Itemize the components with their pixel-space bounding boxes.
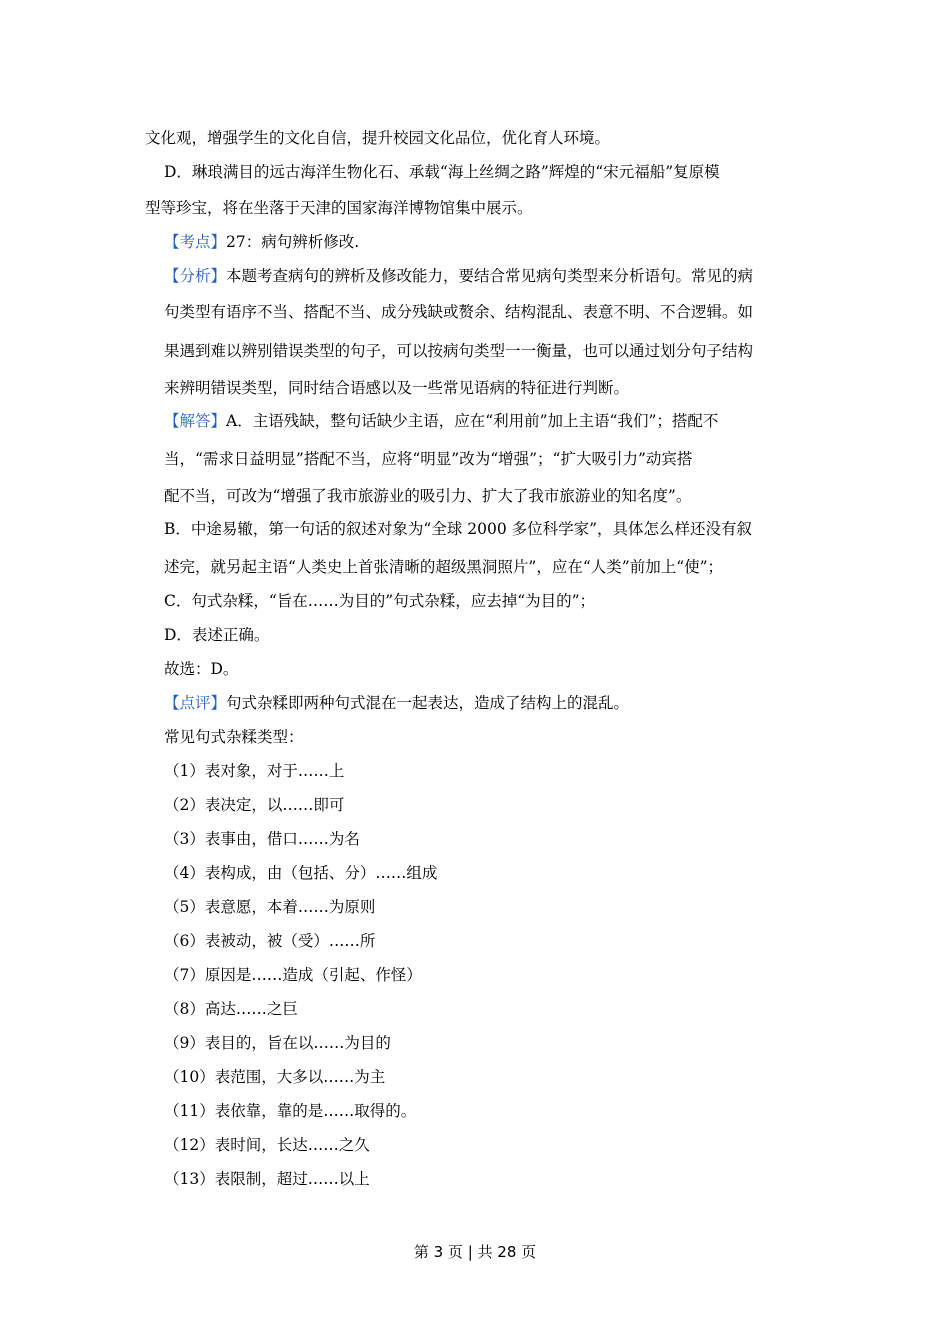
option-d-line: D．琳琅满目的远古海洋生物化石、承载“海上丝绸之路”辉煌的“宋元福船”复原模 (164, 163, 720, 181)
jieda-option-a-line: 当，“需求日益明显”搭配不当，应将“明显”改为“增强”；“扩大吸引力”动宾搭 (164, 450, 693, 468)
type-item: （11）表依靠，靠的是……取得的。 (164, 1102, 417, 1120)
jieda-option-d: D．表述正确。 (164, 626, 270, 644)
type-item: （8）高达……之巨 (164, 1000, 298, 1018)
type-item: （1）表对象，对于……上 (164, 762, 345, 780)
jieda-tag: 【解答】 (164, 412, 227, 430)
jieda-section (164, 411, 718, 433)
dianping-section (164, 693, 629, 715)
jieda-option-a-line: 配不当，可改为“增强了我市旅游业的吸引力、扩大了我市旅游业的知名度”。 (164, 487, 692, 505)
fenxi-text-line: 果遇到难以辨别错误类型的句子，可以按病句类型一一衡量，也可以通过划分句子结构 (164, 342, 754, 360)
jieda-answer: 故选：D。 (164, 660, 239, 678)
fenxi-text-line: 句类型有语序不当、搭配不当、成分残缺或赘余、结构混乱、表意不明、不合逻辑。如 (164, 303, 754, 321)
type-item: （12）表时间，长达……之久 (164, 1136, 370, 1154)
jieda-option-b-line: 述完，就另起主语“人类史上首张清晰的超级黑洞照片”，应在“人类”前加上“使”； (164, 558, 724, 576)
kaodian-text: 27：病句辨析修改. (226, 233, 360, 251)
type-item: （4）表构成，由（包括、分）……组成 (164, 864, 438, 882)
jieda-option-b: B．中途易辙，第一句话的叙述对象为“全球 2000 多位科学家”，具体怎么样还没有叙 (164, 520, 753, 538)
option-d-line-continued: 型等珍宝，将在坐落于天津的国家海洋博物馆集中展示。 (145, 199, 533, 217)
fenxi-text-line: 来辨明错误类型，同时结合语感以及一些常见语病的特征进行判断。 (164, 379, 630, 397)
dianping-tag: 【点评】 (164, 694, 227, 712)
fenxi-tag: 【分析】 (164, 267, 227, 285)
jieda-option-c: C．句式杂糅，“旨在……为目的”句式杂糅，应去掉“为目的”； (164, 592, 596, 610)
kaodian-section (164, 232, 359, 254)
dianping-text: 句式杂糅即两种句式混在一起表达，造成了结构上的混乱。 (226, 694, 630, 712)
type-item: （5）表意愿，本着……为原则 (164, 898, 376, 916)
types-title: 常见句式杂糅类型： (164, 728, 304, 746)
type-item: （7）原因是……造成（引起、作怪） (164, 966, 422, 984)
type-item: （10）表范围，大多以……为主 (164, 1068, 386, 1086)
type-item: （6）表被动，被（受）……所 (164, 932, 376, 950)
type-item: （3）表事由，借口……为名 (164, 830, 360, 848)
jieda-option-a: A．主语残缺，整句话缺少主语，应在“利用前”加上主语“我们”；搭配不 (226, 412, 719, 430)
fenxi-text-line: 本题考查病句的辨析及修改能力，要结合常见病句类型来分析语句。常见的病 (226, 267, 754, 285)
fenxi-section (164, 266, 753, 288)
kaodian-tag: 【考点】 (164, 233, 227, 251)
type-item: （2）表决定，以……即可 (164, 796, 345, 814)
type-item: （13）表限制，超过……以上 (164, 1170, 370, 1188)
intro-line: 文化观，增强学生的文化自信，提升校园文化品位，优化育人环境。 (145, 129, 611, 147)
page-number-footer: 第 3 页 | 共 28 页 (413, 1243, 537, 1261)
type-item: （9）表目的，旨在以……为目的 (164, 1034, 391, 1052)
